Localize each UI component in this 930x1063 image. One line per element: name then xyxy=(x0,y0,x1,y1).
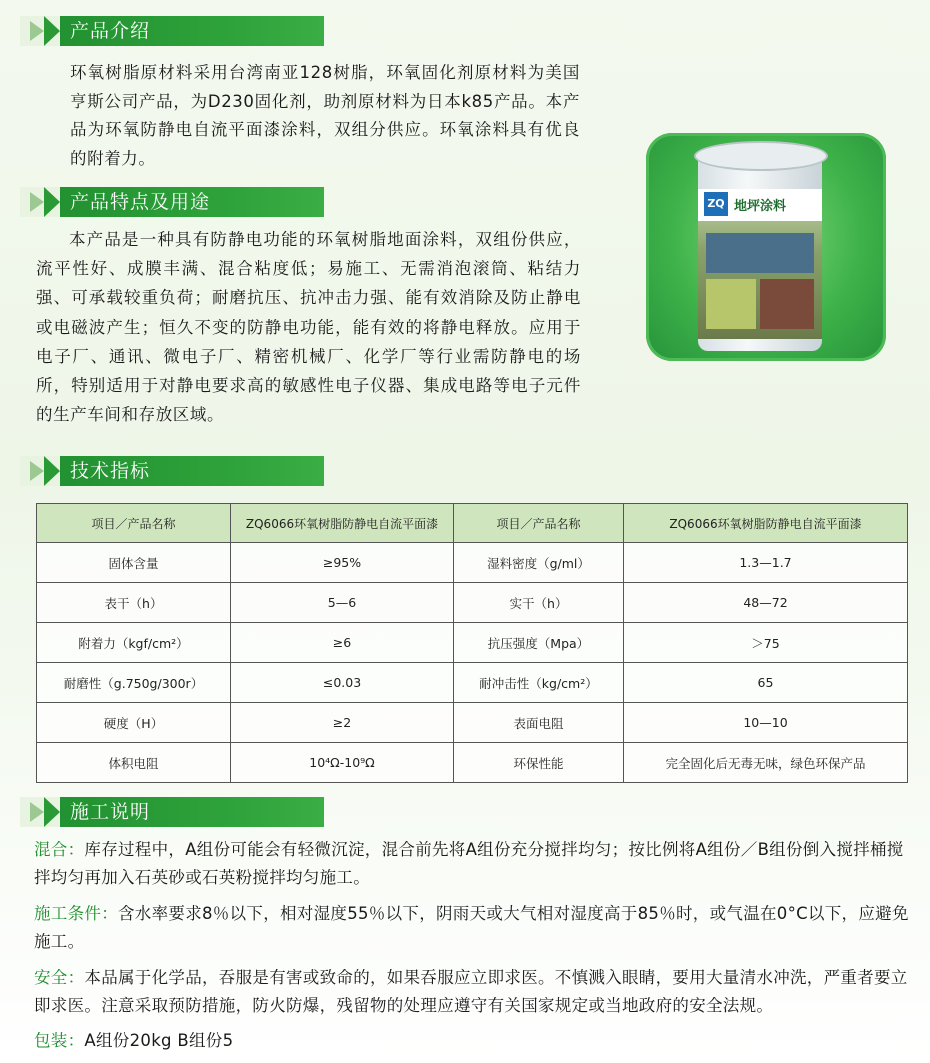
instruction-safety xyxy=(34,964,914,1020)
section-title: 产品特点及用途 xyxy=(70,191,211,213)
table-cell: ≥2 xyxy=(231,703,454,743)
instruction-text: 本品属于化学品，吞服是有害或致命的，如果吞服应立即求医。不慎溅入眼睛，要用大量清水冲洗，严重者要立即求医。注意采取预防措施，防火防爆，残留物的处理应遵守有关国家规定或当地政府的安全法规。 xyxy=(34,968,908,1015)
bucket-brand-text: 地坪涂料 xyxy=(734,199,787,214)
instruction-label: 施工条件： xyxy=(34,904,118,923)
table-row xyxy=(37,623,908,663)
table-cell: 湿料密度（g/ml） xyxy=(454,543,624,583)
table-cell: ≥6 xyxy=(231,623,454,663)
instruction-label: 安全： xyxy=(34,968,85,987)
section-header-instructions xyxy=(20,797,324,827)
instruction-mixing xyxy=(34,836,914,892)
table-cell: 完全固化后无毒无味，绿色环保产品 xyxy=(624,743,908,783)
section-title: 技术指标 xyxy=(70,460,151,482)
table-cell: 环保性能 xyxy=(454,743,624,783)
chevron-right-icon xyxy=(20,797,60,827)
table-cell: 体积电阻 xyxy=(37,743,231,783)
table-header-cell: 项目／产品名称 xyxy=(454,504,624,543)
table-header-cell: 项目／产品名称 xyxy=(37,504,231,543)
table-header-cell: ZQ6066环氧树脂防静电自流平面漆 xyxy=(231,504,454,543)
table-row xyxy=(37,543,908,583)
table-cell: 硬度（H） xyxy=(37,703,231,743)
table-cell: 5—6 xyxy=(231,583,454,623)
table-cell: 1.3—1.7 xyxy=(624,543,908,583)
bucket-lid xyxy=(694,141,828,171)
chevron-right-icon xyxy=(20,456,60,486)
product-photo xyxy=(646,133,886,361)
instruction-conditions xyxy=(34,900,914,956)
section-header-features xyxy=(20,187,324,217)
table-cell: ≤0.03 xyxy=(231,663,454,703)
intro-paragraph: 环氧树脂原材料采用台湾南亚128树脂，环氧固化剂原材料为美国亨斯公司产品，为D230固化剂，助剂原材料为日本k85产品。本产品为环氧防静电自流平面漆涂料，双组分供应。环氧涂料具有优良的附着力。 xyxy=(70,63,580,168)
table-cell: 耐磨性（g.750g/300r） xyxy=(37,663,231,703)
table-header-cell: ZQ6066环氧树脂防静电自流平面漆 xyxy=(624,504,908,543)
instruction-text: 库存过程中，A组份可能会有轻微沉淀，混合前先将A组份充分搅拌均匀；按比例将A组份／B组份倒入搅拌桶搅拌均匀再加入石英砂或石英粉搅拌均匀施工。 xyxy=(34,840,904,887)
table-cell: 表干（h） xyxy=(37,583,231,623)
table-cell: ≥95% xyxy=(231,543,454,583)
instruction-label: 混合： xyxy=(34,840,85,859)
brand-logo: ZQ xyxy=(704,192,728,216)
instruction-label: 包装： xyxy=(34,1031,85,1050)
table-cell: 固体含量 xyxy=(37,543,231,583)
table-row xyxy=(37,743,908,783)
table-cell: 实干（h） xyxy=(454,583,624,623)
table-cell: ＞75 xyxy=(624,623,908,663)
table-cell: 48—72 xyxy=(624,583,908,623)
section-header-specs xyxy=(20,456,324,486)
instruction-text: 含水率要求8％以下，相对湿度55％以下，阴雨天或大气相对湿度高于85％时，或气温在0°C以下，应避免施工。 xyxy=(34,904,909,951)
table-header-row xyxy=(37,504,908,543)
instruction-packaging xyxy=(34,1027,914,1055)
table-row xyxy=(37,663,908,703)
table-cell: 附着力（kgf/cm²） xyxy=(37,623,231,663)
table-cell: 耐冲击性（kg/cm²） xyxy=(454,663,624,703)
section-header-intro xyxy=(20,16,324,46)
table-cell: 65 xyxy=(624,663,908,703)
section-title: 产品介绍 xyxy=(70,20,151,42)
table-row xyxy=(37,583,908,623)
section-title: 施工说明 xyxy=(70,801,151,823)
table-row xyxy=(37,703,908,743)
spec-table xyxy=(36,503,908,783)
table-cell: 抗压强度（Mpa） xyxy=(454,623,624,663)
table-cell: 10—10 xyxy=(624,703,908,743)
chevron-right-icon xyxy=(20,16,60,46)
table-cell: 表面电阻 xyxy=(454,703,624,743)
paint-bucket xyxy=(698,155,822,351)
instruction-text: A组份20kg B组份5 xyxy=(84,1031,234,1050)
chevron-right-icon xyxy=(20,187,60,217)
features-paragraph: 本产品是一种具有防静电功能的环氧树脂地面涂料，双组份供应，流平性好、成膜丰满、混合粘度低；易施工、无需消泡滚筒、粘结力强、可承载较重负荷；耐磨抗压、抗冲击力强、能有效消除及防止静电或电磁波产生；恒久不变的防静电功能，能有效的将静电释放。应用于电子厂、通讯、微电子厂、精密机械厂、化学厂等行业需防静电的场所，特别适用于对静电要求高的敏感性电子仪器、集成电路等电子元件的生产车间和存放区域。 xyxy=(36,230,581,425)
table-cell: 10⁴Ω-10⁹Ω xyxy=(231,743,454,783)
